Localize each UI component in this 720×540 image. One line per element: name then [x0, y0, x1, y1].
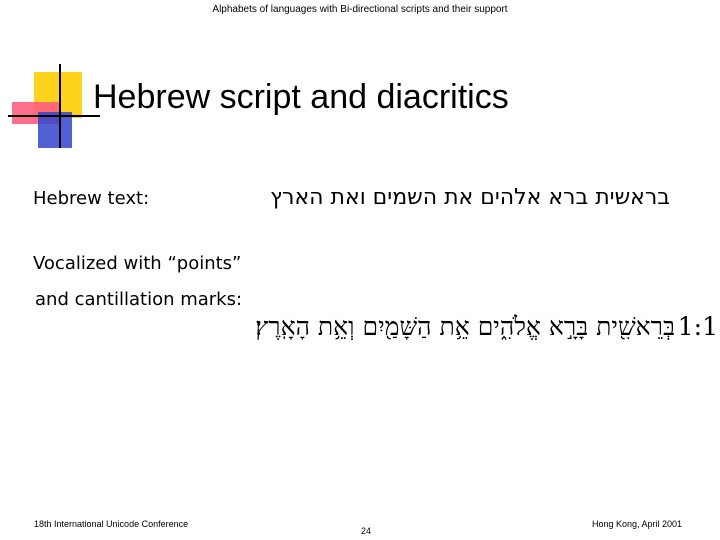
page-number: 24 [361, 526, 372, 536]
cantillation-label: and cantillation marks: [35, 289, 243, 310]
hebrew-text-label: Hebrew text: [33, 188, 150, 209]
footer-location-date: Hong Kong, April 2001 [592, 519, 683, 529]
hebrew-text: בראשית ברא אלהים את השמים ואת הארץ [270, 185, 670, 210]
footer-conference: 18th International Unicode Conference [34, 519, 189, 529]
logo-decoration [0, 0, 100, 150]
verse-number: 1:1 [677, 312, 718, 341]
slide-header: Alphabets of languages with Bi-directional scripts and their support [212, 4, 508, 15]
vocalized-label: Vocalized with “points” [33, 253, 242, 274]
slide-title: Hebrew script and diacritics [93, 78, 509, 116]
vocalized-verse: בְּרֵאשִׁ֖ית בָּרָ֣א אֱלֹהִ֑ים אֵ֥ת הַשָּׁמַ֖יִם וְאֵ֥ת הָאָֽרֶץ׃ [255, 312, 675, 341]
